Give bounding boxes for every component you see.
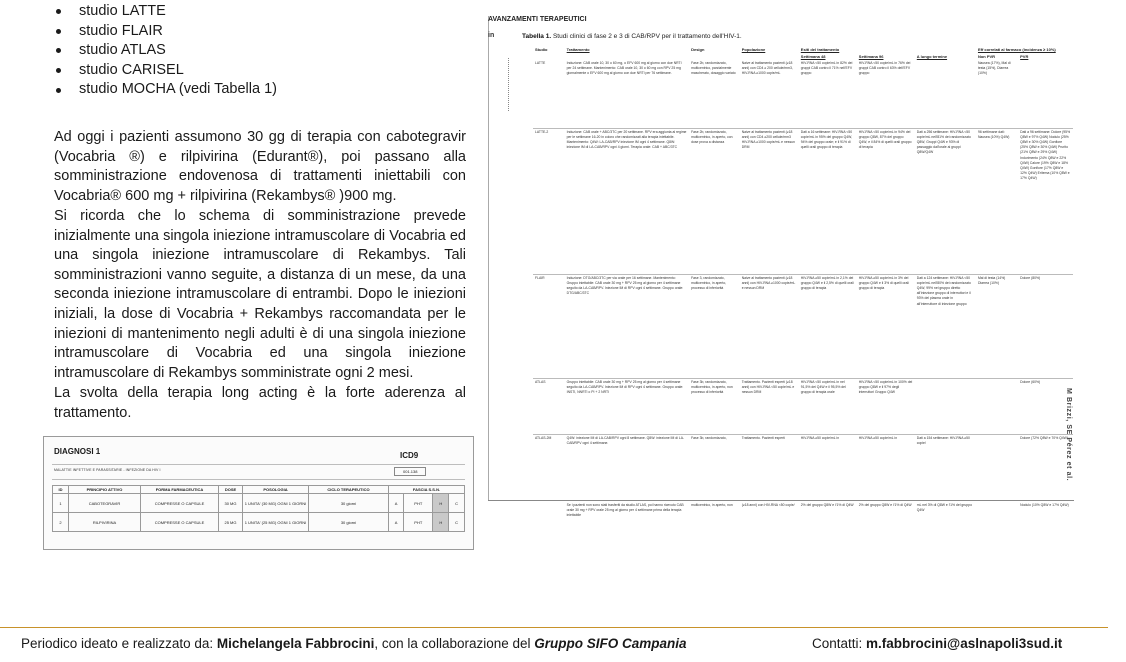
cell-studio: LATTE bbox=[533, 60, 565, 128]
cell-s48: HIV-RNA <50 copie/mL in 82% dei gruppi CAB contro il 71% nell'EFV gruppo bbox=[799, 60, 857, 128]
cell-dose: 30 MG bbox=[219, 494, 243, 513]
studies-table-image bbox=[488, 16, 1096, 603]
diagnosis-subtitle: MALATTIE INFETTIVE E PARASSITARIE - INFEZIONE DA HIV I bbox=[54, 468, 161, 472]
cell-lungo bbox=[915, 60, 976, 128]
cell-pvr: Dolore (80%) bbox=[1018, 274, 1073, 378]
header-cell: FORMA FARMACEUTICA bbox=[141, 486, 219, 494]
bullet-dot-icon bbox=[56, 29, 61, 34]
cell-fascia: H bbox=[433, 494, 449, 513]
cell-lungo: mL nel 3% di Q8W e l'1% del gruppo Q4W bbox=[916, 503, 972, 513]
bullet-item: studio ATLAS bbox=[50, 41, 277, 61]
scan-edge bbox=[488, 500, 1074, 501]
cell-trattamento: Q4W: iniezione IM di LA-CAB/RPV ogni 8 settimane. Q8W: iniezione IM di LA-CAB/RPV ogni 4 settimane. bbox=[566, 435, 685, 445]
cell-forma: COMPRESSE O CAPSULE bbox=[141, 513, 219, 532]
cell-principio: CABOTEGRAVIR bbox=[69, 494, 141, 513]
header-cell: FASCIA S.S.N. bbox=[389, 486, 465, 494]
cell-s96: HIV-RNA <50 copie/mL in 94% del gruppo Q8W, 87% del gruppo Q4W, e il 84% di quelli orali gruppo di terapia bbox=[857, 128, 915, 274]
bullet-dot-icon bbox=[56, 9, 61, 14]
cell-s48: HIV-RNA ≥50 copie/mL in bbox=[800, 435, 840, 440]
cell-forma: COMPRESSE O CAPSULE bbox=[141, 494, 219, 513]
group-name: Gruppo SIFO Campania bbox=[534, 636, 687, 651]
cell-pvr: Nodulo (10% Q8W e 17% Q4W) bbox=[1020, 503, 1069, 507]
cell-fascia: A bbox=[389, 513, 404, 532]
cell-pvr: Dolore (60%) bbox=[1018, 378, 1073, 434]
cell-popolazione: Naive al trattamento pazienti (≥18 anni) con CD4 ≥ 200 cellule/mm3, HIV-RNA ≥1000 copie/mL bbox=[740, 60, 799, 128]
cell-fascia: A bbox=[389, 494, 404, 513]
cell-popolazione: Trattamento. Pazienti esperti (≥18 anni) con HIV-RNA <50 copie/mL e nessun DRM bbox=[740, 378, 799, 434]
table-row bbox=[53, 513, 465, 532]
cell-pvr: Dolore (72% Q8W e 70% Q4W) bbox=[1020, 435, 1069, 440]
bullet-item: studio CARISEL bbox=[50, 61, 277, 81]
cell-s96: HIV-RNA ≥50 copie/mL in bbox=[858, 435, 898, 440]
bullet-item: studio LATTE bbox=[50, 2, 277, 22]
header-cell: POSOLOGIA bbox=[243, 486, 309, 494]
studies-table bbox=[533, 46, 1073, 542]
footer-credits: Periodico ideato e realizzato da: Michelangela Fabbrocini, con la collaborazione del Gruppo SIFO Campania bbox=[21, 636, 687, 651]
study-bullet-list bbox=[50, 2, 277, 100]
table-header-row bbox=[53, 486, 465, 494]
drug-table bbox=[52, 485, 465, 532]
cell-popolazione: (≥18 anni) con HIV-RNA <50 copie/ bbox=[741, 503, 795, 507]
footer-contacts: Contatti: m.fabbrocini@aslnapoli3sud.it bbox=[812, 636, 1063, 651]
cell-studio: ATLAS-2M bbox=[535, 435, 552, 440]
cell-design: Fase 2b, randomizzato, multicentrico, parzialmente mascherato, dosaggio variato bbox=[689, 60, 740, 128]
cell-ciclo: 30 giorni bbox=[309, 494, 389, 513]
cell-popolazione: Naive al trattamento pazienti (≥18 anni) con HIV-RNA ≥1000 copie/mL e nessun DRM bbox=[740, 274, 799, 378]
diagnosis-form-image bbox=[43, 436, 474, 550]
header-cell: DOSE bbox=[219, 486, 243, 494]
divider bbox=[52, 479, 465, 480]
cell-lungo: Dati a 256 settimane: HIV-RNA <50 copie/mL nell'81% dei randomizzato Q8W, Gruppi Q4W e 93% di passaggio dall'orale ai gruppi Q8W/Q4W bbox=[915, 128, 976, 274]
footer-rule bbox=[0, 627, 1108, 628]
table-row bbox=[533, 378, 1073, 434]
cell-trattamento: Gruppo iniettabile: CAB orale 30 mg + RPV 25 mg al giorno per 4 settimane seguito da LA-CAB/RPV. Iniezione IM di RPV ogni 4 settimane. Gruppo orale: INSTI, NNRTI o PI + 2 NRTI bbox=[565, 378, 689, 434]
administration-paragraph: Si ricorda che lo schema di somministrazione prevede inizialmente una singola iniezione intramuscolare di Vocabria ed una singola iniezione intramuscolare di Rekambys. Tali somministrazioni vanno seguite, a distanza di un mese, da una seconda iniezione intramuscolare di entrambi. Dopo le iniezioni iniziali, la dose di Vocabria + Rekambys raccomandata per le iniezioni di mantenimento negli adulti è di una singola iniezione intramuscolare di Vocabria ed una singola iniezione intramuscolare di Rekambys somministrate ogni 2 mesi. bbox=[54, 208, 466, 381]
cell-s48: HIV-RNA ≥50 copie/mL in 2,1% del gruppo Q4W e il 2,5% di quelli orali gruppo di terapia bbox=[799, 274, 857, 378]
therapy-paragraph: Ad oggi i pazienti assumono 30 gg di terapia con cabotegravir (Vocabria ®) e rilpivirina (Edurant®), poi passano alla somministrazione endovenosa di trattamenti iniettabili con Vocabria® 600 mg + rilpivirina (Rekambys® )900 mg. bbox=[54, 129, 466, 204]
cell-s96: HIV-RNA ≥50 copie/mL in 3% del gruppo Q4W e il 3% di quelli orali gruppo di terapia bbox=[857, 274, 915, 378]
cell-studio: FLAIR bbox=[533, 274, 565, 378]
diagnosis-title: DIAGNOSI 1 bbox=[54, 447, 101, 456]
header-cell: Settimana 48 bbox=[800, 54, 826, 59]
section-heading: AVANZAMENTI TERAPEUTICI bbox=[488, 16, 587, 23]
cell-s96: HIV-RNA <50 copie/mL in 100% del gruppo Q8W e il 97% degli interruttori Gruppo Q4W bbox=[857, 378, 915, 434]
table-row bbox=[533, 274, 1073, 378]
cell-posologia: 1 UNITA' (30 MG) OGNI 1 GIORNI bbox=[243, 494, 309, 513]
vertical-watermark bbox=[508, 58, 513, 111]
header-cell: Studio bbox=[535, 47, 548, 52]
header-cell: Popolazione bbox=[741, 47, 766, 52]
cell-popolazione: Trattamento. Pazienti esperti bbox=[741, 435, 785, 440]
cell-nonpvr bbox=[976, 502, 1018, 542]
cell-id: 1 bbox=[53, 494, 69, 513]
cell-studio bbox=[533, 502, 565, 542]
cell-design: Fase 2b, randomizzato, multicentrico, in aperto, con dose prova a distanza bbox=[689, 128, 740, 274]
header-cell: Trattamento bbox=[566, 47, 590, 52]
cell-lungo: Dati a 124 settimane: HIV-RNA <50 copie/mL nell'80% dei randomizzato Q4W, 99% nel gruppo diretto all'iniezione gruppo di interruttori e il 93% del plasma orale in all'interruttore di iniezione gruppo bbox=[915, 274, 976, 378]
in-label: in bbox=[488, 32, 495, 39]
cell-design: Fase 3b, randomizzato, bbox=[691, 435, 727, 440]
header-cell: A lungo termine bbox=[916, 54, 948, 59]
cell-fascia: PHT bbox=[404, 494, 433, 513]
cell-studio: LATTE-2 bbox=[533, 128, 565, 274]
cell-pvr: Dati a 96 settimane: Dolore (95% Q8W e 97% Q4W) Nodulo (25% Q8W e 30% Q4W) Gonfiore (25% Q8W e 30% Q4W) Prurito (21% Q8W e 29% Q4W) Indurimento (24% Q8W e 22% Q4W) Calore (19% Q8W e 18% Q4W) Gonfiore (17% Q8W e 12% Q4W) Eritema (10% Q8W e 17% Q4W) bbox=[1018, 128, 1073, 274]
table-row bbox=[533, 60, 1073, 128]
adherence-paragraph: La svolta della terapia long acting è la forte aderenza al trattamento. bbox=[54, 385, 466, 421]
cell-nonpvr bbox=[976, 378, 1018, 434]
header-cell: Design bbox=[691, 47, 705, 52]
cell-nonpvr: 96 settimane dati: Nausea (10%) Q4W) bbox=[976, 128, 1018, 274]
cell-posologia: 1 UNITA' (25 MG) OGNI 1 GIORNI bbox=[243, 513, 309, 532]
cell-s48: Dati a 16 settimane: HIV-RNA <50 copie/mL in 95% del gruppo Q4W, 94% del gruppo orale; e il 91% di quelli orali gruppo di terapia bbox=[799, 128, 857, 274]
cell-design: Fase 3, randomizzato, multicentrico, in aperto, processo di inferiorità bbox=[689, 274, 740, 378]
cell-s96: 2% del gruppo Q8W e l'1% di Q4W bbox=[858, 503, 912, 507]
table-caption: Tabella 1. Studi clinici di fase 2 e 3 di CAB/RPV per il trattamento dell'HIV-1. bbox=[522, 33, 742, 40]
bullet-dot-icon bbox=[56, 68, 61, 73]
cell-pvr bbox=[1018, 60, 1073, 128]
table-header-row bbox=[533, 46, 1073, 53]
cell-nonpvr: Nausea (17%), Mal di testa (15%), Diarrea (10%) bbox=[976, 60, 1018, 128]
cell-principio: RILPIVIRINA bbox=[69, 513, 141, 532]
cell-lungo bbox=[915, 378, 976, 434]
cell-nonpvr bbox=[976, 434, 1018, 502]
cell-dose: 25 MG bbox=[219, 513, 243, 532]
bullet-item: studio FLAIR bbox=[50, 22, 277, 42]
cell-fascia: C bbox=[449, 513, 465, 532]
cell-s96: HIV-RNA <50 copie/mL in 76% dei gruppi CAB contro il 63% dell'EFV gruppo bbox=[857, 60, 915, 128]
cell-s48: 2% del gruppo Q8W e l'1% di Q4W bbox=[800, 503, 854, 507]
cell-trattamento: Se i pazienti non sono stati trasferiti da studio ATLAS, poi hanno ricevuto CAB orale 30 mg + RPV orale 25 mg al giorno per 4 settimane prima della terapia iniettabile bbox=[566, 503, 684, 518]
scan-edge bbox=[488, 16, 489, 500]
header-cell: Esiti del trattamento bbox=[800, 47, 840, 52]
cell-design: multicentrico, in aperto, non bbox=[691, 503, 733, 507]
cell-nonpvr: Mal di testa (14%) Diarrea (10%) bbox=[976, 274, 1018, 378]
header-cell: Settimana 96 bbox=[858, 54, 884, 59]
header-cell: Eff correlati al farmaco (incidenza ≥ 10%) bbox=[977, 47, 1056, 52]
cell-fascia: H bbox=[433, 513, 449, 532]
cell-trattamento: Induzione: CAB orale 10, 30 o 60 mg, o EFV 600 mg al giorno con due NRTI per 24 settimane. Mantenimento: CAB orale 10, 30 o 60 mg con RPV 25 mg giornalmente o EFV 600 mg al giorno con due NRTI per 76 settimane. bbox=[565, 60, 689, 128]
cell-fascia: PHT bbox=[404, 513, 433, 532]
header-cell: Non PVR bbox=[977, 54, 996, 59]
cell-studio: ATLAS bbox=[533, 378, 565, 434]
contact-email-link[interactable]: m.fabbrocini@aslnapoli3sud.it bbox=[866, 636, 1063, 651]
divider bbox=[52, 464, 465, 465]
icd-code: 001.138 bbox=[394, 467, 426, 476]
table-row bbox=[533, 434, 1073, 502]
bullet-dot-icon bbox=[56, 48, 61, 53]
table-row bbox=[533, 502, 1073, 542]
bullet-item: studio MOCHA (vedi Tabella 1) bbox=[50, 80, 277, 100]
bullet-dot-icon bbox=[56, 88, 61, 93]
cell-s48: HIV-RNA <50 copie/mL in nel 91,5% dei Q4W e il 95,5% del gruppo di terapia orale bbox=[799, 378, 857, 434]
cell-trattamento: Induzione: DTG/ABC/3TC per via orale per 16 settimane. Mantenimento: Gruppo iniettabile: CAB orale 30 mg + RPV 25 mg al giorno per 4 settimane seguito da LA-CAB/RPV. Iniezione IM di RPV ogni 4 settimane. Gruppo orale: DTG/ABC/3TC bbox=[565, 274, 689, 378]
cell-id: 2 bbox=[53, 513, 69, 532]
icd-label: ICD9 bbox=[400, 451, 419, 460]
header-cell: ID bbox=[53, 486, 69, 494]
cell-trattamento: Induzione: CAB orale + ABC/3TC per 20 settimane. RPV era aggiunta al regime per le settimane 16-20 in coloro che randomizzati alla terapia iniettabile. Mantenimento: Q4W: LA-CAB/RPV iniezione IM ogni 4 settimane. Q8W: iniezione IM di LA-CAB/RPV ogni 4 giorni. Terapia orale: CAB + ABC/3TC bbox=[565, 128, 689, 274]
header-cell: PRINCIPIO ATTIVO bbox=[69, 486, 141, 494]
cell-popolazione: Naive al trattamento pazienti (≥18 anni) con CD4 ≥200 cellule/mm3 HIV-RNA ≥1000 copie/mL e nessun DRM bbox=[740, 128, 799, 274]
table-row bbox=[53, 494, 465, 513]
cell-fascia: C bbox=[449, 494, 465, 513]
author-name: Michelangela Fabbrocini bbox=[216, 636, 375, 651]
cell-ciclo: 30 giorni bbox=[309, 513, 389, 532]
side-credit: M Brizzi, SE Pérez et al. bbox=[1065, 388, 1072, 482]
header-cell: CICLO TERAPEUTICO bbox=[309, 486, 389, 494]
cell-design: Fase 3b, randomizzato, multicentrico, in aperto, non processo di inferiorità bbox=[689, 378, 740, 434]
table-row bbox=[533, 128, 1073, 274]
cell-lungo: Dati a 154 settimane: HIV-RNA ≥50 copie/ bbox=[916, 435, 970, 445]
header-cell: PVR bbox=[1020, 54, 1029, 59]
